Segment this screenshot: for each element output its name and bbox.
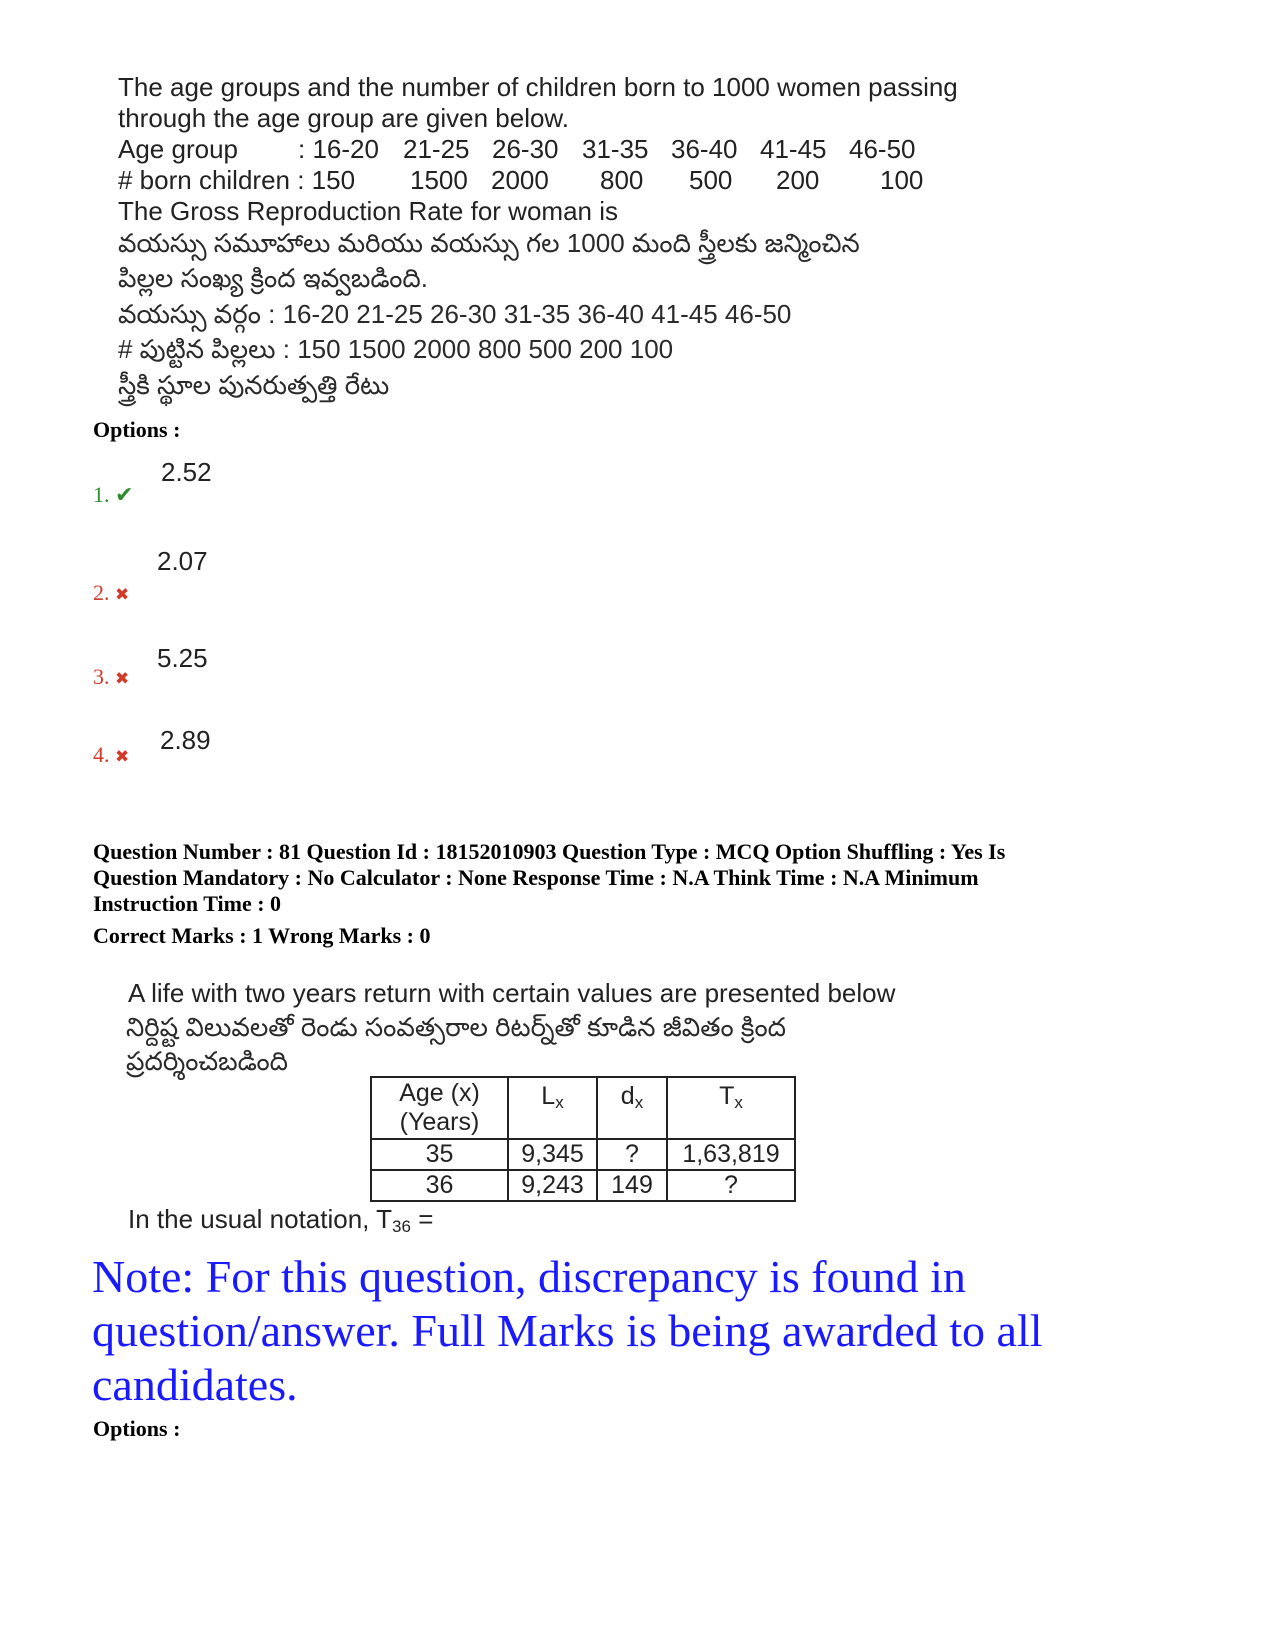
check-icon: ✔ bbox=[115, 482, 134, 507]
born-children-value: 200 bbox=[776, 165, 820, 195]
option-value: 5.25 bbox=[157, 643, 208, 673]
cell-lx: 9,345 bbox=[508, 1139, 597, 1170]
cell-lx: 9,243 bbox=[508, 1170, 597, 1201]
q80-telugu-line-1: వయస్సు సమూహాలు మరియు వయస్సు గల 1000 మంది స్త్రీలకు జన్మించిన bbox=[118, 228, 860, 258]
cell-age: 36 bbox=[371, 1170, 508, 1201]
age-group-value: 21-25 bbox=[403, 134, 470, 164]
header-lx: $L_x$ bbox=[508, 1077, 597, 1139]
cell-dx: 149 bbox=[597, 1170, 667, 1201]
table-row bbox=[371, 1139, 795, 1170]
born-children-value: 1500 bbox=[410, 165, 468, 195]
q80-telugu-line-2: పిల్లల సంఖ్య క్రింద ఇవ్వబడింది. bbox=[118, 263, 428, 293]
q80-telugu-question: స్త్రీకి స్థూల పునరుత్పత్తి రేటు bbox=[118, 370, 390, 400]
age-group-value: 46-50 bbox=[849, 134, 916, 164]
header-dx: $d_x$ bbox=[597, 1077, 667, 1139]
option-number: 3. ✖ bbox=[93, 664, 130, 689]
question-meta-line-1: Question Number : 81 Question Id : 18152010903 Question Type : MCQ Option Shuffling : Yes Is bbox=[93, 839, 1006, 864]
q80-telugu-ages: వయస్సు వర్గం : 16-20 21-25 26-30 31-35 36-40 41-45 46-50 bbox=[118, 299, 792, 329]
born-children-value: 500 bbox=[689, 165, 733, 195]
age-group-first: : 16-20 bbox=[298, 134, 379, 164]
cross-icon: ✖ bbox=[115, 747, 130, 766]
option-value: 2.07 bbox=[157, 546, 208, 576]
option-number: 4. ✖ bbox=[93, 742, 130, 767]
cell-age: 35 bbox=[371, 1139, 508, 1170]
age-group-value: 31-35 bbox=[582, 134, 649, 164]
header-age: Age (x) (Years) bbox=[371, 1077, 508, 1139]
q80-question-english: The Gross Reproduction Rate for woman is bbox=[118, 196, 618, 226]
q81-english-text: A life with two years return with certain values are presented below bbox=[128, 978, 896, 1008]
header-tx: $T_x$ bbox=[667, 1077, 795, 1139]
age-group-value: 41-45 bbox=[760, 134, 827, 164]
life-table bbox=[370, 1076, 796, 1202]
usual-notation-line: In the usual notation, $T_{36}$ = bbox=[128, 1204, 434, 1236]
option-number: 1. ✔ bbox=[93, 482, 134, 507]
cell-tx: ? bbox=[667, 1170, 795, 1201]
born-children-value: 100 bbox=[880, 165, 924, 195]
cross-icon: ✖ bbox=[115, 585, 130, 604]
marks-line: Correct Marks : 1 Wrong Marks : 0 bbox=[93, 923, 431, 948]
born-children-value: 800 bbox=[600, 165, 644, 195]
born-children-value: 2000 bbox=[491, 165, 549, 195]
age-group-label: Age group bbox=[118, 134, 238, 164]
q81-telugu-line-1: నిర్దిష్ట విలువలతో రెండు సంవత్సరాల రిటర్న్‌తో కూడిన జీవితం క్రింద bbox=[126, 1012, 786, 1042]
cell-dx: ? bbox=[597, 1139, 667, 1170]
q80-english-line-2: through the age group are given below. bbox=[118, 103, 570, 133]
discrepancy-note-line-3: candidates. bbox=[92, 1359, 298, 1410]
question-meta-line-2: Question Mandatory : No Calculator : None Response Time : N.A Think Time : N.A Minimum bbox=[93, 865, 979, 890]
option-value: 2.52 bbox=[161, 457, 212, 487]
discrepancy-note-line-1: Note: For this question, discrepancy is found in bbox=[92, 1251, 966, 1302]
cell-tx: 1,63,819 bbox=[667, 1139, 795, 1170]
question-meta-line-3: Instruction Time : 0 bbox=[93, 891, 282, 916]
q81-telugu-line-2: ప్రదర్శించబడింది bbox=[126, 1046, 289, 1076]
discrepancy-note-line-2: question/answer. Full Marks is being awarded to all bbox=[92, 1305, 1043, 1356]
q80-english-line-1: The age groups and the number of children born to 1000 women passing bbox=[118, 72, 958, 102]
option-value: 2.89 bbox=[160, 725, 211, 755]
cross-icon: ✖ bbox=[115, 669, 130, 688]
q80-telugu-born: # పుట్టిన పిల్లలు : 150 1500 2000 800 500 200 100 bbox=[118, 334, 674, 364]
options-label: Options : bbox=[93, 1416, 181, 1441]
age-group-value: 26-30 bbox=[492, 134, 559, 164]
life-table-header-row bbox=[371, 1077, 795, 1139]
option-number: 2. ✖ bbox=[93, 580, 130, 605]
table-row bbox=[371, 1170, 795, 1201]
age-group-value: 36-40 bbox=[671, 134, 738, 164]
born-children-label: # born children : 150 bbox=[118, 165, 356, 195]
options-label: Options : bbox=[93, 417, 181, 442]
